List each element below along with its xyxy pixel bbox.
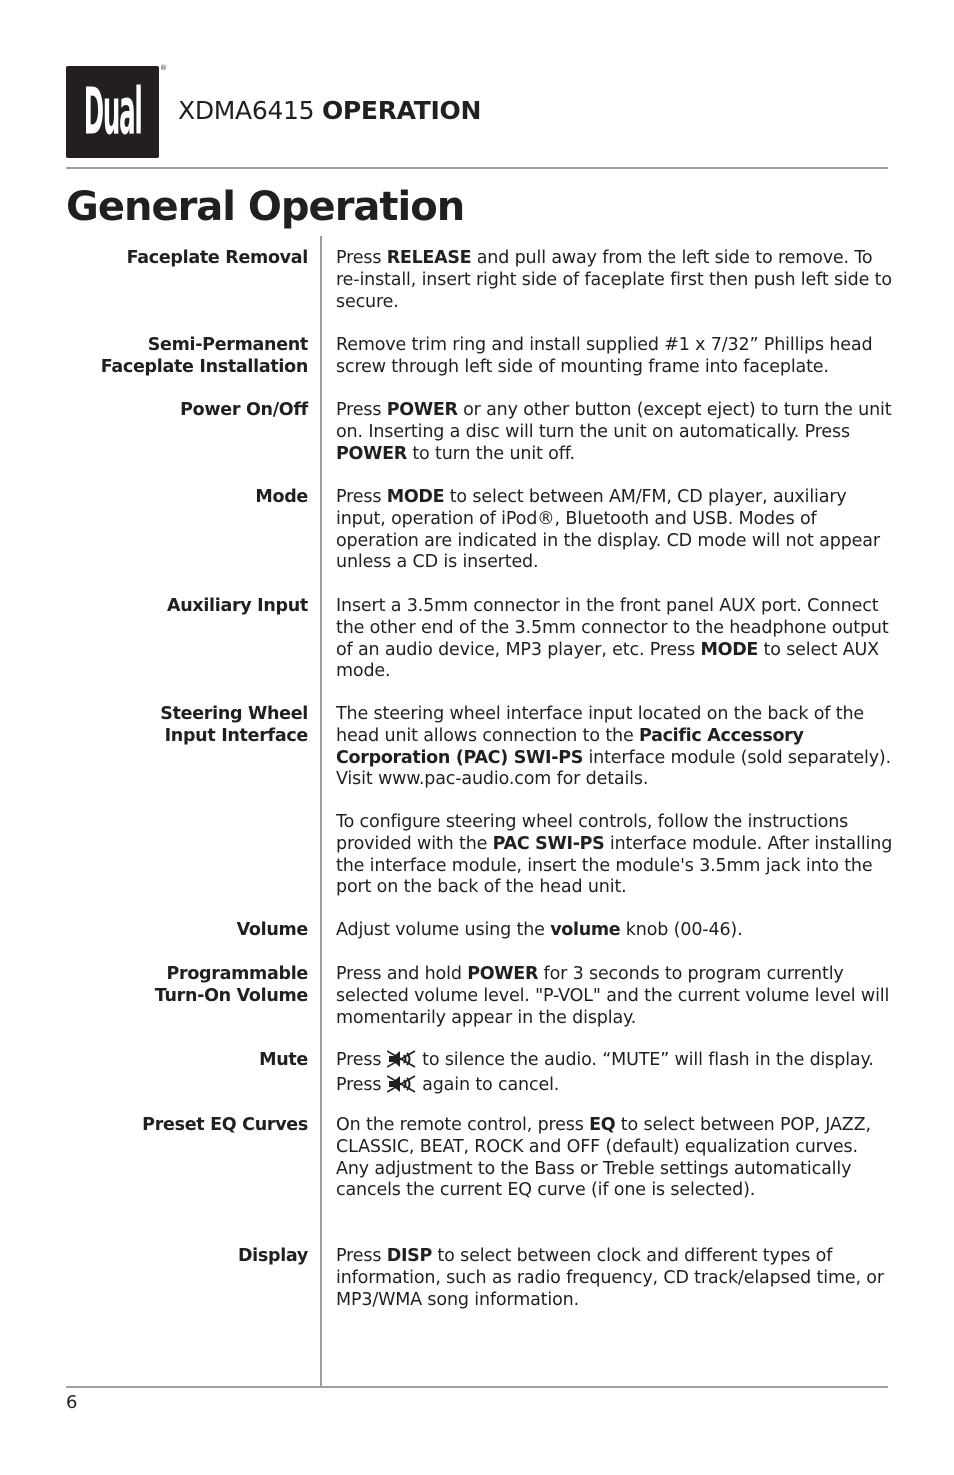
desc-text: to turn the unit off.	[406, 443, 575, 464]
mute-icon	[387, 1050, 417, 1075]
section-name: OPERATION	[321, 96, 482, 125]
term-label: Mode	[255, 487, 308, 507]
page-number: 6	[66, 1392, 78, 1413]
term-description	[336, 1115, 896, 1202]
desc-text: to select between POP, JAZZ, CLASSIC, BEAT, ROCK and OFF (default) equalization curves. Any adjustment to the Bass or Treble settings automatically cancels the current EQ curve (if one is selected).	[336, 1115, 871, 1201]
top-divider	[66, 167, 888, 169]
term-label	[68, 704, 308, 748]
term-description	[336, 704, 896, 791]
page-title: General Operation	[66, 184, 465, 230]
term-label	[68, 335, 308, 379]
term-description	[336, 1246, 896, 1311]
desc-bold: EQ	[589, 1115, 616, 1135]
desc-text: to select AUX mode.	[336, 639, 880, 682]
desc-bold: volume	[550, 920, 621, 940]
term-description	[336, 920, 896, 942]
registered-mark: ®	[160, 64, 167, 72]
desc-text: The steering wheel interface input located on the back of the head unit allows connection to the	[336, 704, 865, 746]
desc-bold: MODE	[386, 487, 445, 507]
term-label-line: Input Interface	[164, 725, 308, 746]
desc-text: to silence the audio. “MUTE” will flash in the display. Press	[336, 1050, 874, 1095]
desc-text: Press	[336, 1246, 387, 1266]
desc-text: for 3 seconds to program currently selected volume level. "P-VOL" and the current volume level will momentarily appear in the display.	[336, 964, 890, 1028]
term-label	[68, 964, 308, 1008]
desc-bold: MODE	[700, 639, 759, 660]
term-label-line: Steering Wheel	[160, 704, 308, 724]
desc-text: On the remote control, press	[336, 1115, 590, 1135]
model-number: XDMA6415	[178, 96, 315, 125]
term-description	[336, 487, 896, 574]
term-label: Preset EQ Curves	[142, 1115, 308, 1135]
term-label: Display	[237, 1246, 308, 1266]
desc-text: To configure steering wheel controls, follow the instructions provided with the	[336, 812, 849, 854]
desc-text: again to cancel.	[416, 1074, 560, 1095]
brand-logo-text: Dual	[83, 75, 142, 149]
desc-text: Press	[336, 1050, 387, 1070]
bottom-divider	[66, 1386, 888, 1388]
desc-text: Insert a 3.5mm connector in the front panel AUX port. Connect the other end of the 3.5mm connector to the headphone output of an audio device, MP3 player, etc. Press	[336, 596, 889, 660]
desc-text: and pull away from the left side to remove. To re-install, insert right side of faceplate first then push left side to secure.	[336, 248, 892, 312]
desc-text: Adjust volume using the	[336, 920, 551, 940]
desc-bold: PAC SWI-PS	[492, 833, 605, 854]
term-label: Mute	[259, 1050, 308, 1070]
term-label: Power On/Off	[180, 400, 308, 420]
desc-text: Press and hold	[336, 964, 468, 984]
term-label: Volume	[236, 920, 308, 940]
desc-text: interface module (sold separately). Visit www.pac-audio.com for details.	[336, 747, 892, 790]
desc-bold: POWER	[386, 400, 458, 420]
term-label: Auxiliary Input	[166, 596, 308, 616]
term-description	[336, 1050, 896, 1100]
term-description	[336, 812, 896, 899]
mute-icon	[387, 1075, 417, 1100]
desc-text: or any other button (except eject) to turn the unit on. Inserting a disc will turn the unit on automatically. Press	[336, 400, 892, 442]
term-description	[336, 596, 896, 683]
desc-text: to select between AM/FM, CD player, auxiliary input, operation of iPod®, Bluetooth and USB. Modes of operation are indicated in the display. CD mode will not appear unless a CD is inserted.	[336, 487, 880, 573]
desc-bold: POWER	[336, 443, 407, 464]
desc-text: Press	[336, 248, 387, 268]
term-label-line: Semi-Permanent	[147, 335, 308, 355]
desc-text: interface module. After installing the interface module, insert the module's 3.5mm jack into the port on the back of the head unit.	[336, 833, 893, 898]
header-title	[178, 96, 481, 125]
desc-text: Press	[336, 400, 387, 420]
term-description	[336, 964, 896, 1029]
desc-text: Remove trim ring and install supplied #1 x 7/32” Phillips head screw through left side of mounting frame into faceplate.	[336, 335, 873, 377]
term-label: Faceplate Removal	[126, 248, 308, 268]
term-label-line: Turn-On Volume	[154, 985, 308, 1006]
desc-bold: RELEASE	[386, 248, 472, 268]
desc-bold: DISP	[386, 1246, 433, 1266]
term-description	[336, 335, 896, 379]
desc-text: to select between clock and different types of information, such as radio frequency, CD track/elapsed time, or MP3/WMA song information.	[336, 1246, 884, 1310]
term-label-line: Faceplate Installation	[100, 356, 308, 377]
desc-bold: Pacific Accessory Corporation (PAC) SWI-PS	[336, 725, 804, 768]
term-description	[336, 400, 896, 465]
term-description	[336, 248, 896, 313]
desc-bold: POWER	[467, 964, 539, 984]
brand-logo	[66, 66, 159, 158]
term-label-line: Programmable	[166, 964, 308, 984]
column-divider	[320, 236, 322, 1388]
desc-text: Press	[336, 487, 387, 507]
desc-text: knob (00-46).	[620, 920, 743, 940]
